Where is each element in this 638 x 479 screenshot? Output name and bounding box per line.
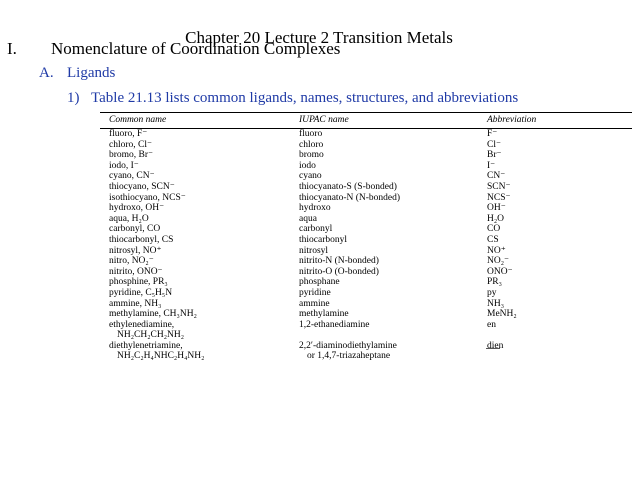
common-name-cell: fluoro, F⁻ bbox=[109, 129, 148, 139]
abbreviation-cell: SCN⁻ bbox=[487, 181, 511, 192]
iupac-name-cell: 1,2-ethanediamine bbox=[299, 319, 370, 330]
abbreviation-cell bbox=[478, 330, 632, 341]
common-name-cell: chloro, Cl⁻ bbox=[109, 139, 153, 150]
iupac-name-cell: nitrito-N (N-bonded) bbox=[299, 256, 379, 267]
iupac-name-cell: fluoro bbox=[299, 129, 323, 139]
outline-level2-number: A. bbox=[39, 65, 54, 81]
ligand-table bbox=[100, 112, 632, 362]
common-name-cell: NH₂C₂H₄NHC₂H₄NH₂ bbox=[117, 351, 205, 362]
iupac-name-cell bbox=[290, 330, 478, 341]
abbreviation-cell: CO bbox=[487, 224, 501, 235]
iupac-name-cell: hydroxo bbox=[299, 203, 331, 214]
common-name-cell: nitrosyl, NO⁺ bbox=[109, 245, 162, 256]
abbreviation-cell bbox=[478, 351, 632, 362]
common-name-cell: nitrito, ONO⁻ bbox=[109, 266, 163, 277]
iupac-name-cell: thiocyanato-N (N-bonded) bbox=[299, 192, 401, 203]
abbreviation-cell: Cl⁻ bbox=[487, 139, 501, 150]
table-row bbox=[100, 330, 632, 341]
abbreviation-cell: PR₃ bbox=[487, 277, 502, 288]
iupac-name-cell: nitrosyl bbox=[299, 245, 329, 256]
iupac-name-cell: or 1,4,7-triazaheptane bbox=[307, 351, 391, 362]
outline-level1-text: Nomenclature of Coordination Complexes bbox=[51, 39, 341, 58]
iupac-name-cell: carbonyl bbox=[299, 224, 333, 235]
common-name-cell: methylamine, CH₃NH₂ bbox=[109, 309, 197, 320]
iupac-name-cell: ammine bbox=[299, 298, 330, 309]
header-common-name: Common name bbox=[100, 113, 290, 129]
table-row bbox=[100, 267, 632, 278]
iupac-name-cell: thiocyanato-S (S-bonded) bbox=[299, 181, 397, 192]
common-name-cell: thiocyano, SCN⁻ bbox=[109, 181, 175, 192]
abbreviation-cell: H₂O bbox=[487, 213, 505, 224]
iupac-name-cell: methylamine bbox=[299, 309, 349, 320]
table-row bbox=[100, 193, 632, 204]
common-name-cell: cyano, CN⁻ bbox=[109, 171, 155, 182]
outline-level3-number: 1) bbox=[67, 90, 80, 106]
table-row bbox=[100, 214, 632, 225]
iupac-name-cell: pyridine bbox=[299, 287, 331, 298]
abbreviation-cell: py bbox=[487, 287, 497, 298]
table-row bbox=[100, 161, 632, 172]
abbreviation-cell: dien bbox=[487, 340, 504, 351]
table-row bbox=[100, 341, 632, 352]
abbreviation-cell: MeNH₂ bbox=[487, 309, 517, 320]
abbreviation-cell: NO⁺ bbox=[487, 245, 506, 256]
common-name-cell: aqua, H₂O bbox=[109, 213, 149, 224]
abbreviation-cell: I⁻ bbox=[487, 160, 496, 171]
iupac-name-cell: chloro bbox=[299, 139, 324, 150]
header-abbreviation: Abbreviation bbox=[478, 113, 632, 129]
table-row bbox=[100, 277, 632, 288]
table-row bbox=[100, 256, 632, 267]
table-row bbox=[100, 150, 632, 161]
abbreviation-cell: ONO⁻ bbox=[487, 266, 513, 277]
table-row bbox=[100, 299, 632, 310]
table-row bbox=[100, 351, 632, 362]
iupac-name-cell: 2,2′-diaminodiethylamine bbox=[299, 340, 397, 351]
common-name-cell: ethylenediamine, bbox=[109, 319, 175, 330]
common-name-cell: nitro, NO₂⁻ bbox=[109, 256, 154, 267]
common-name-cell: isothiocyano, NCS⁻ bbox=[109, 192, 186, 203]
table-row bbox=[100, 288, 632, 299]
iupac-name-cell: aqua bbox=[299, 213, 317, 224]
common-name-cell: bromo, Br⁻ bbox=[109, 150, 154, 161]
slide-title: Chapter 20 Lecture 2 Transition Metals bbox=[185, 28, 453, 47]
outline-level1-number: I. bbox=[7, 39, 17, 58]
abbreviation-cell: NH₃ bbox=[487, 298, 505, 309]
abbreviation-cell: CS bbox=[487, 234, 499, 245]
table-header-row bbox=[100, 113, 632, 129]
common-name-cell: iodo, I⁻ bbox=[109, 160, 139, 171]
table-row bbox=[100, 171, 632, 182]
common-name-cell: phosphine, PR₃ bbox=[109, 277, 168, 288]
outline-level2-text: Ligands bbox=[67, 65, 116, 81]
table-bottom-rule bbox=[486, 348, 500, 349]
table-row bbox=[100, 246, 632, 257]
common-name-cell: diethylenetriamine, bbox=[109, 340, 183, 351]
common-name-cell: pyridine, C₅H₅N bbox=[109, 287, 173, 298]
abbreviation-cell: Br⁻ bbox=[487, 150, 502, 161]
table-row bbox=[100, 182, 632, 193]
abbreviation-cell: NCS⁻ bbox=[487, 192, 511, 203]
table-row bbox=[100, 129, 632, 140]
table-row bbox=[100, 140, 632, 151]
iupac-name-cell: nitrito-O (O-bonded) bbox=[299, 266, 379, 277]
abbreviation-cell: CN⁻ bbox=[487, 171, 506, 182]
table-row bbox=[100, 235, 632, 246]
table-row bbox=[100, 224, 632, 235]
iupac-name-cell: iodo bbox=[299, 160, 316, 171]
common-name-cell: thiocarbonyl, CS bbox=[109, 234, 174, 245]
table-row bbox=[100, 309, 632, 320]
common-name-cell: ammine, NH₃ bbox=[109, 298, 162, 309]
iupac-name-cell: thiocarbonyl bbox=[299, 234, 348, 245]
common-name-cell: NH₂CH₂CH₂NH₂ bbox=[117, 330, 185, 341]
outline-level3-text: Table 21.13 lists common ligands, names, structures, and abbreviations bbox=[91, 90, 519, 106]
common-name-cell: hydroxo, OH⁻ bbox=[109, 203, 165, 214]
abbreviation-cell: NO₂⁻ bbox=[487, 256, 510, 267]
abbreviation-cell: F⁻ bbox=[487, 129, 498, 139]
iupac-name-cell: bromo bbox=[299, 150, 324, 161]
common-name-cell: carbonyl, CO bbox=[109, 224, 161, 235]
table-row bbox=[100, 320, 632, 331]
abbreviation-cell: OH⁻ bbox=[487, 203, 506, 214]
abbreviation-cell: en bbox=[487, 319, 496, 330]
header-iupac-name: IUPAC name bbox=[290, 113, 478, 129]
table-body bbox=[100, 129, 632, 363]
ligand-table-figure bbox=[100, 112, 632, 362]
iupac-name-cell: cyano bbox=[299, 171, 322, 182]
table-row bbox=[100, 203, 632, 214]
iupac-name-cell: phosphane bbox=[299, 277, 340, 288]
